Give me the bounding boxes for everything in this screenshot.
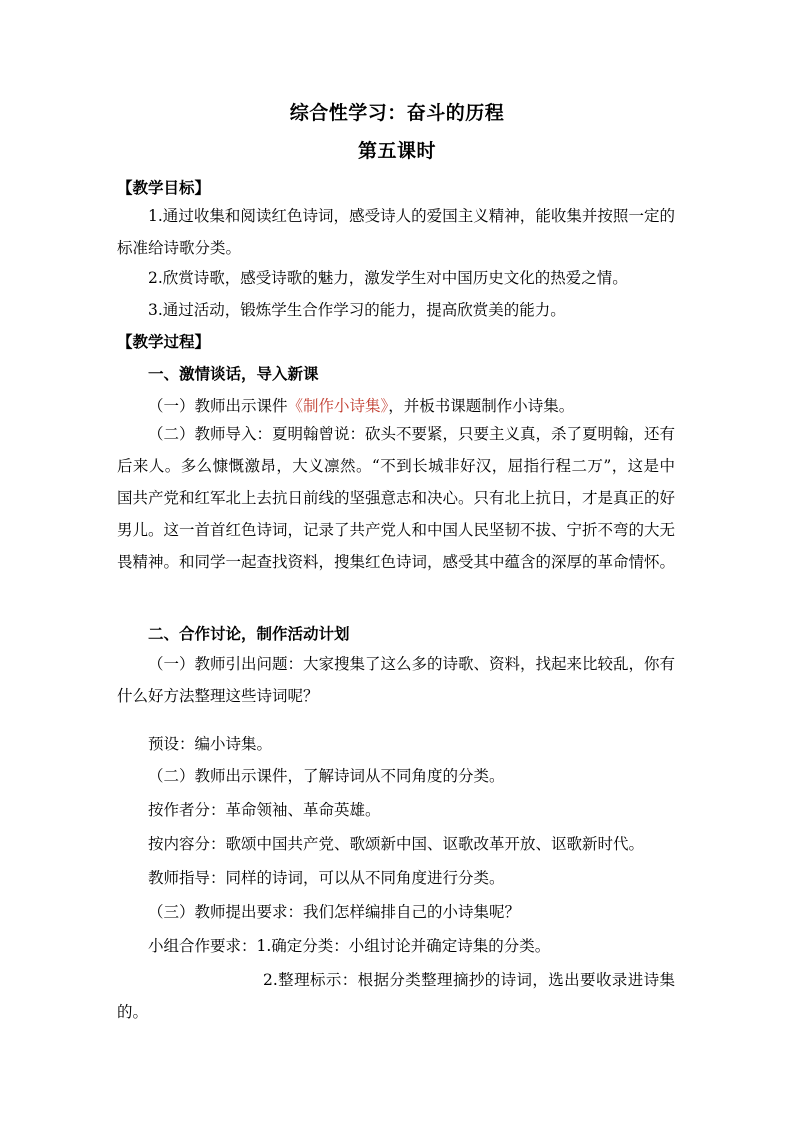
section1-paragraph-1 [148, 394, 574, 416]
section1-p1-post: ，并板书课题制作小诗集。 [388, 397, 575, 415]
objective-item-3: 3.通过活动，锻炼学生合作学习的能力，提高欣赏美的能力。 [148, 301, 566, 319]
section2-paragraph-3: （三）教师提出要求：我们怎样编排自己的小诗集呢？ [148, 903, 521, 921]
teacher-guidance: 教师指导：同样的诗词，可以从不同角度进行分类。 [148, 869, 505, 887]
section1-paragraph-2: （二）教师导入：夏明翰曾说：砍头不要紧，只要主义真，杀了夏明翰，还有后来人。多么慷慨激昂，大义凛然。“不到长城非好汉，屈指行程二万”，这是中国共产党和红军北上去抗日前线的坚强意志和决心。只有北上抗日，才是真正的好男儿。这一首首红色诗词，记录了共产党人和中国人民坚韧不拔、宁折不弯的大无畏精神。和同学一起查找资料，搜集红色诗词，感受其中蕴含的深厚的革命情怀。 [117, 425, 676, 571]
section2-paragraph-1: （一）教师引出问题：大家搜集了这么多的诗歌、资料，找起来比较乱，你有什么好方法整理这些诗词呢？ [117, 655, 676, 705]
group-requirement-1: 小组合作要求：1.确定分类：小组讨论并确定诗集的分类。 [148, 937, 551, 955]
lesson-subtitle: 第五课时 [357, 140, 436, 162]
section1-title: 一、激情谈话，导入新课 [148, 364, 319, 383]
objective-item-1: 1.通过收集和阅读红色诗词，感受诗人的爱国主义精神，能收集并按照一定的标准给诗歌分类。 [117, 207, 675, 257]
objectives-heading: 【教学目标】 [117, 178, 211, 197]
classification-by-content: 按内容分：歌颂中国共产党、歌颂新中国、讴歌改革开放、讴歌新时代。 [148, 835, 645, 853]
document-title: 综合性学习：奋斗的历程 [289, 102, 505, 124]
process-heading: 【教学过程】 [117, 332, 211, 351]
group-requirement-2: 2.整理标示：根据分类整理摘抄的诗词，选出要收录进诗集的。 [117, 971, 675, 1021]
preset-line: 预设：编小诗集。 [148, 735, 273, 753]
objective-item-2: 2.欣赏诗歌，感受诗歌的魅力，激发学生对中国历史文化的热爱之情。 [148, 269, 628, 287]
section1-p1-pre: （一）教师出示课件 [148, 397, 288, 415]
courseware-link[interactable]: 《制作小诗集》 [287, 397, 389, 415]
section2-title: 二、合作讨论，制作活动计划 [148, 624, 350, 643]
section2-paragraph-2: （二）教师出示课件，了解诗词从不同角度的分类。 [148, 767, 505, 785]
classification-by-author: 按作者分：革命领袖、革命英雄。 [148, 801, 381, 819]
